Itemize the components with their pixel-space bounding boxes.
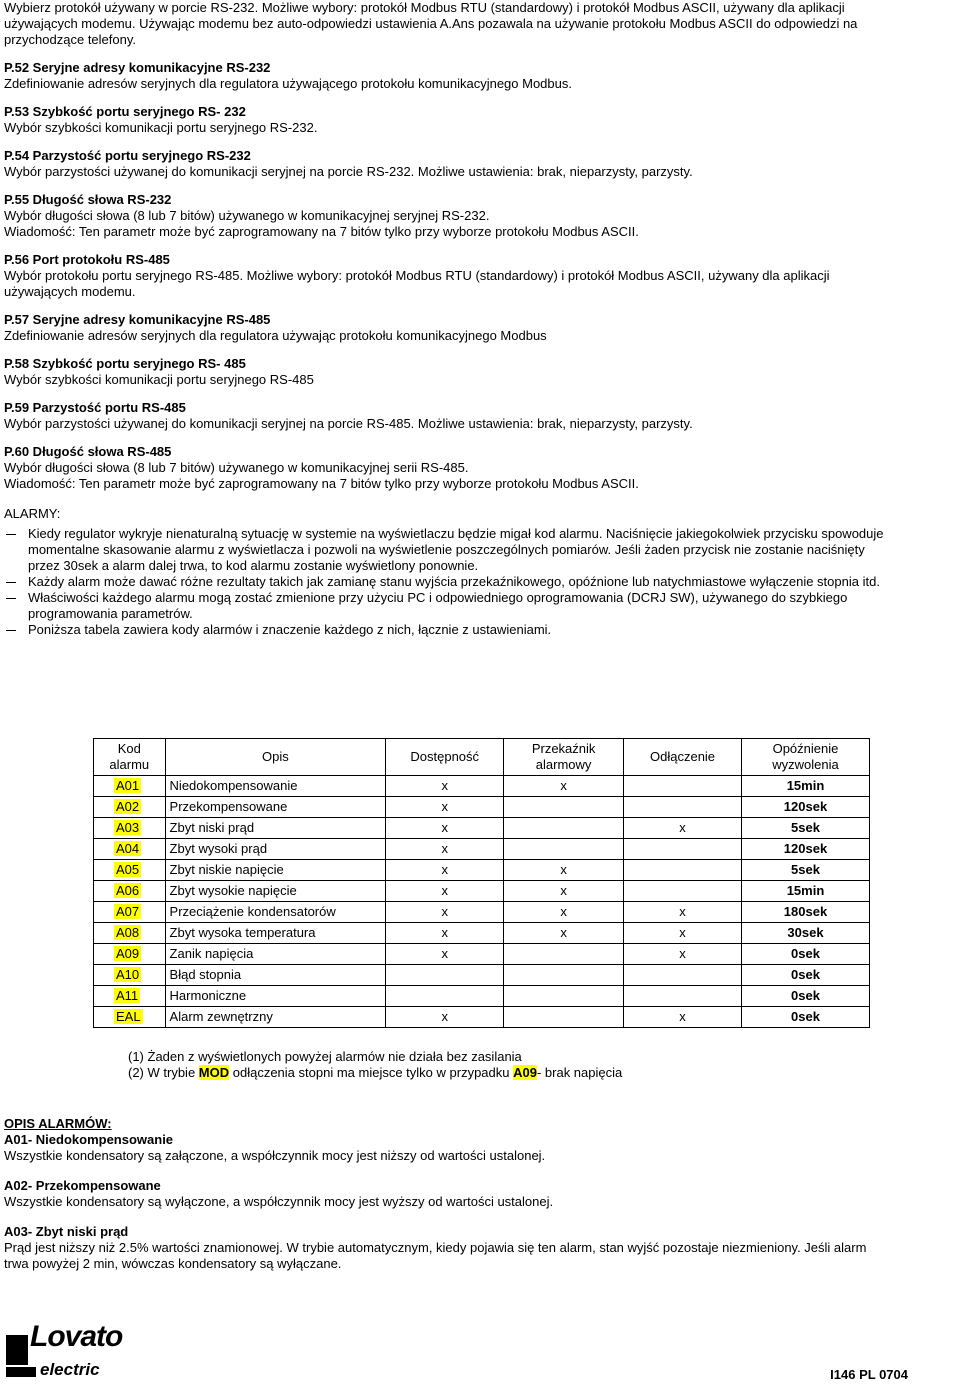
alarms-heading: ALARMY: — [4, 506, 61, 521]
relay-cell: x — [504, 776, 624, 797]
lovato-logo — [6, 1320, 123, 1381]
alarm-code-cell — [94, 860, 166, 881]
disconnect-cell: x — [624, 944, 742, 965]
alarm-code-cell — [94, 923, 166, 944]
note-2-text: - brak napięcia — [536, 1065, 623, 1080]
alarm-description — [4, 1132, 956, 1164]
disconnect-cell — [624, 776, 742, 797]
alarm-descriptions-title: OPIS ALARMÓW: — [4, 1116, 112, 1131]
alarm-table-body — [94, 776, 870, 1028]
delay-cell: 0sek — [741, 986, 869, 1007]
description-cell: Zanik napięcia — [165, 944, 386, 965]
parameter-block — [4, 312, 956, 344]
alarm-description-text: Wszystkie kondensatory są wyłączone, a współczynnik mocy jest wyższy od wartości ustalonej. — [4, 1194, 554, 1209]
note-1: (1) Żaden z wyświetlonych powyżej alarmów nie działa bez zasilania — [128, 1049, 522, 1064]
availability-cell — [386, 965, 504, 986]
intro-line: przychodzące telefony. — [4, 32, 136, 47]
alarm-code: A06 — [116, 883, 140, 898]
note-2 — [128, 1065, 622, 1081]
alarm-code: A04 — [116, 841, 140, 856]
alarm-code: A01 — [116, 778, 140, 793]
parameter-block — [4, 148, 956, 180]
column-header: Odłączenie — [624, 739, 742, 776]
disconnect-cell — [624, 797, 742, 818]
parameter-title: P.55 Długość słowa RS-232 — [4, 192, 172, 207]
alarm-bullet — [4, 574, 956, 590]
parameter-description: Wybór długości słowa (8 lub 7 bitów) używanego w komunikacyjnej serii RS-485. — [4, 460, 469, 475]
table-row — [94, 965, 870, 986]
description-cell: Przekompensowane — [165, 797, 386, 818]
document-page — [4, 0, 956, 638]
disconnect-cell: x — [624, 923, 742, 944]
alarm-bullet — [4, 622, 956, 638]
availability-cell: x — [386, 1007, 504, 1028]
relay-cell — [504, 818, 624, 839]
parameter-description: Wybór długości słowa (8 lub 7 bitów) używanego w komunikacyjnej seryjnej RS-232. — [4, 208, 490, 223]
relay-cell: x — [504, 923, 624, 944]
alarm-code-cell — [94, 797, 166, 818]
column-header: Dostępność — [386, 739, 504, 776]
alarm-code: A10 — [116, 967, 140, 982]
alarm-bullet-line: przez 30sek a alarm dalej trwa, to kod alarmu zostanie wyświetlony ponownie. — [28, 558, 479, 573]
logo-name: Lovato — [30, 1320, 123, 1353]
alarm-description-title: A03- Zbyt niski prąd — [4, 1224, 129, 1239]
availability-cell: x — [386, 902, 504, 923]
parameter-title: P.54 Parzystość portu seryjnego RS-232 — [4, 148, 251, 163]
parameter-block — [4, 444, 956, 492]
delay-cell: 30sek — [741, 923, 869, 944]
alarm-code: EAL — [116, 1009, 141, 1024]
column-header: Opis — [165, 739, 386, 776]
table-row — [94, 923, 870, 944]
parameter-block — [4, 252, 956, 300]
alarm-code-cell — [94, 881, 166, 902]
alarm-code: A07 — [116, 904, 140, 919]
table-row — [94, 944, 870, 965]
logo-bar — [6, 1367, 36, 1377]
document-id: I146 PL 0704 — [830, 1367, 908, 1382]
alarm-description-text: Wszystkie kondensatory są załączone, a współczynnik mocy jest niższy od wartości ustalonej. — [4, 1148, 546, 1163]
note-2-text: (2) W trybie — [128, 1065, 199, 1080]
alarm-bullet-line: Każdy alarm może dawać różne rezultaty takich jak zamianę stanu wyjścia przekaźnikowego, opóźnione lub natychmiastowe wyłączenie stopnia itd. — [28, 574, 880, 589]
delay-cell: 15min — [741, 881, 869, 902]
table-row — [94, 818, 870, 839]
disconnect-cell: x — [624, 902, 742, 923]
disconnect-cell — [624, 881, 742, 902]
alarm-code: A09 — [116, 946, 140, 961]
availability-cell: x — [386, 797, 504, 818]
disconnect-cell — [624, 986, 742, 1007]
table-row — [94, 986, 870, 1007]
parameter-description: Wybór parzystości używanej do komunikacji seryjnej na porcie RS-232. Możliwe ustawienia: brak, nieparzysty, parzysty. — [4, 164, 693, 179]
alarm-code: A11 — [116, 988, 139, 1003]
disconnect-cell — [624, 860, 742, 881]
parameter-title: P.59 Parzystość portu RS-485 — [4, 400, 186, 415]
note-2-text: odłączenia stopni ma miejsce tylko w przypadku — [229, 1065, 514, 1080]
parameter-description: Zdefiniowanie adresów seryjnych dla regulatora używając protokołu komunikacyjnego Modbus — [4, 328, 547, 343]
parameter-title: P.56 Port protokołu RS-485 — [4, 252, 170, 267]
availability-cell: x — [386, 944, 504, 965]
relay-cell: x — [504, 881, 624, 902]
table-row — [94, 860, 870, 881]
alarm-code-cell — [94, 818, 166, 839]
alarm-bullet-line: Właściwości każdego alarmu mogą zostać zmienione przy użyciu PC i odpowiedniego oprogramowania (DCRJ SW), używanego do szybkiego — [28, 590, 848, 605]
parameter-description: Wybór szybkości komunikacji portu seryjnego RS-232. — [4, 120, 318, 135]
column-header: Kod alarmu — [94, 739, 166, 776]
alarm-bullet — [4, 590, 956, 622]
relay-cell — [504, 1007, 624, 1028]
alarm-code-cell — [94, 965, 166, 986]
description-cell: Zbyt wysoki prąd — [165, 839, 386, 860]
alarm-code-cell — [94, 839, 166, 860]
disconnect-cell — [624, 839, 742, 860]
delay-cell: 120sek — [741, 839, 869, 860]
availability-cell: x — [386, 839, 504, 860]
intro-line: Wybierz protokół używany w porcie RS-232. Możliwe wybory: protokół Modbus RTU (standardowy) i protokół Modbus ASCII, używany dla aplikacji — [4, 0, 845, 15]
intro-line: używających modemu. Używając modemu bez auto-odpowiedzi ustawienia A.Ans pozawala na używanie protokołu Modbus ASCII do odpowiedzi na — [4, 16, 858, 31]
table-row — [94, 1007, 870, 1028]
delay-cell: 5sek — [741, 818, 869, 839]
alarm-description — [4, 1224, 956, 1272]
description-cell: Alarm zewnętrzny — [165, 1007, 386, 1028]
parameter-title: P.58 Szybkość portu seryjnego RS- 485 — [4, 356, 246, 371]
logo-sub: electric — [40, 1360, 100, 1379]
relay-cell: x — [504, 860, 624, 881]
alarm-descriptions — [4, 1116, 956, 1272]
parameter-title: P.52 Seryjne adresy komunikacyjne RS-232 — [4, 60, 271, 75]
parameter-block — [4, 400, 956, 432]
availability-cell: x — [386, 860, 504, 881]
relay-cell — [504, 965, 624, 986]
availability-cell: x — [386, 881, 504, 902]
alarm-code-cell — [94, 776, 166, 797]
alarm-bullet-line: momentalne skasowanie alarmu z wyświetlacza i pozwoli na wyświetlenie poszczególnych pomiarów. Jeśli żaden przycisk nie zostanie naciśnięty — [28, 542, 865, 557]
delay-cell: 120sek — [741, 797, 869, 818]
parameter-block — [4, 192, 956, 240]
column-header: Przekaźnik alarmowy — [504, 739, 624, 776]
table-row — [94, 797, 870, 818]
alarm-description-title: A01- Niedokompensowanie — [4, 1132, 174, 1147]
a09-highlight: A09 — [513, 1065, 537, 1080]
alarm-table — [93, 738, 870, 1028]
alarm-bullet-line: Poniższa tabela zawiera kody alarmów i znaczenie każdego z nich, łącznie z ustawieniami. — [28, 622, 552, 637]
relay-cell: x — [504, 902, 624, 923]
alarm-bullet-line: Kiedy regulator wykryje nienaturalną sytuację w systemie na wyświetlaczu będzie migał kod alarmu. Naciśnięcie jakiegokolwiek przycisku spowoduje — [28, 526, 884, 541]
alarm-code: A08 — [116, 925, 140, 940]
availability-cell: x — [386, 776, 504, 797]
delay-cell: 15min — [741, 776, 869, 797]
parameter-description: Zdefiniowanie adresów seryjnych dla regulatora używającego protokołu komunikacyjnego Modbus. — [4, 76, 572, 91]
relay-cell — [504, 986, 624, 1007]
relay-cell — [504, 944, 624, 965]
alarm-description-title: A02- Przekompensowane — [4, 1178, 161, 1193]
alarm-code: A03 — [116, 820, 140, 835]
table-notes — [128, 1049, 622, 1081]
disconnect-cell — [624, 965, 742, 986]
column-header: Opóźnienie wyzwolenia — [741, 739, 869, 776]
alarm-code-cell — [94, 944, 166, 965]
alarm-code-cell — [94, 1007, 166, 1028]
parameter-block — [4, 60, 956, 92]
parameter-block — [4, 356, 956, 388]
alarm-description-text: trwa powyżej 2 min, wówczas kondensatory są wyłączane. — [4, 1256, 342, 1271]
table-row — [94, 881, 870, 902]
alarm-bullet — [4, 526, 956, 574]
description-cell: Zbyt niski prąd — [165, 818, 386, 839]
parameter-title: P.60 Długość słowa RS-485 — [4, 444, 172, 459]
mod-highlight: MOD — [198, 1065, 230, 1080]
availability-cell: x — [386, 923, 504, 944]
alarm-description — [4, 1178, 956, 1210]
description-cell: Harmoniczne — [165, 986, 386, 1007]
parameter-description: Wybór protokołu portu seryjnego RS-485. Możliwe wybory: protokół Modbus RTU (standardowy) i protokół Modbus ASCII, używany dla aplikacji — [4, 268, 830, 283]
description-cell: Przeciążenie kondensatorów — [165, 902, 386, 923]
disconnect-cell: x — [624, 1007, 742, 1028]
alarm-code-cell — [94, 986, 166, 1007]
parameter-description: Wiadomość: Ten parametr może być zaprogramowany na 7 bitów tylko przy wyborze protokołu Modbus ASCII. — [4, 224, 639, 239]
alarm-table-header — [94, 739, 870, 776]
delay-cell: 5sek — [741, 860, 869, 881]
disconnect-cell: x — [624, 818, 742, 839]
parameter-description: używających modemu. — [4, 284, 136, 299]
parameter-description: Wiadomość: Ten parametr może być zaprogramowany na 7 bitów tylko przy wyborze protokołu Modbus ASCII. — [4, 476, 639, 491]
alarm-code: A02 — [116, 799, 140, 814]
alarm-code: A05 — [116, 862, 140, 877]
description-cell: Niedokompensowanie — [165, 776, 386, 797]
description-cell: Zbyt niskie napięcie — [165, 860, 386, 881]
delay-cell: 0sek — [741, 1007, 869, 1028]
table-row — [94, 776, 870, 797]
delay-cell: 0sek — [741, 965, 869, 986]
parameter-description: Wybór parzystości używanej do komunikacji seryjnej na porcie RS-485. Możliwe ustawienia: brak, nieparzysty, parzysty. — [4, 416, 693, 431]
parameter-description: Wybór szybkości komunikacji portu seryjnego RS-485 — [4, 372, 314, 387]
alarm-description-text: Prąd jest niższy niż 2.5% wartości znamionowej. W trybie automatycznym, kiedy pojawia się ten alarm, stan wyjść pozostaje niezmieniony. Jeśli alarm — [4, 1240, 867, 1255]
alarm-code-cell — [94, 902, 166, 923]
relay-cell — [504, 797, 624, 818]
table-row — [94, 902, 870, 923]
intro-paragraph — [4, 0, 956, 48]
description-cell: Zbyt wysokie napięcie — [165, 881, 386, 902]
table-row — [94, 839, 870, 860]
alarm-description-list — [4, 1132, 956, 1272]
parameter-list — [4, 60, 956, 492]
description-cell: Zbyt wysoka temperatura — [165, 923, 386, 944]
delay-cell: 180sek — [741, 902, 869, 923]
parameter-block — [4, 104, 956, 136]
relay-cell — [504, 839, 624, 860]
alarm-bullet-list — [4, 526, 956, 638]
availability-cell: x — [386, 818, 504, 839]
availability-cell — [386, 986, 504, 1007]
alarm-bullet-line: programowania parametrów. — [28, 606, 193, 621]
description-cell: Błąd stopnia — [165, 965, 386, 986]
delay-cell: 0sek — [741, 944, 869, 965]
parameter-title: P.57 Seryjne adresy komunikacyjne RS-485 — [4, 312, 271, 327]
parameter-title: P.53 Szybkość portu seryjnego RS- 232 — [4, 104, 246, 119]
logo-mark — [6, 1335, 28, 1365]
